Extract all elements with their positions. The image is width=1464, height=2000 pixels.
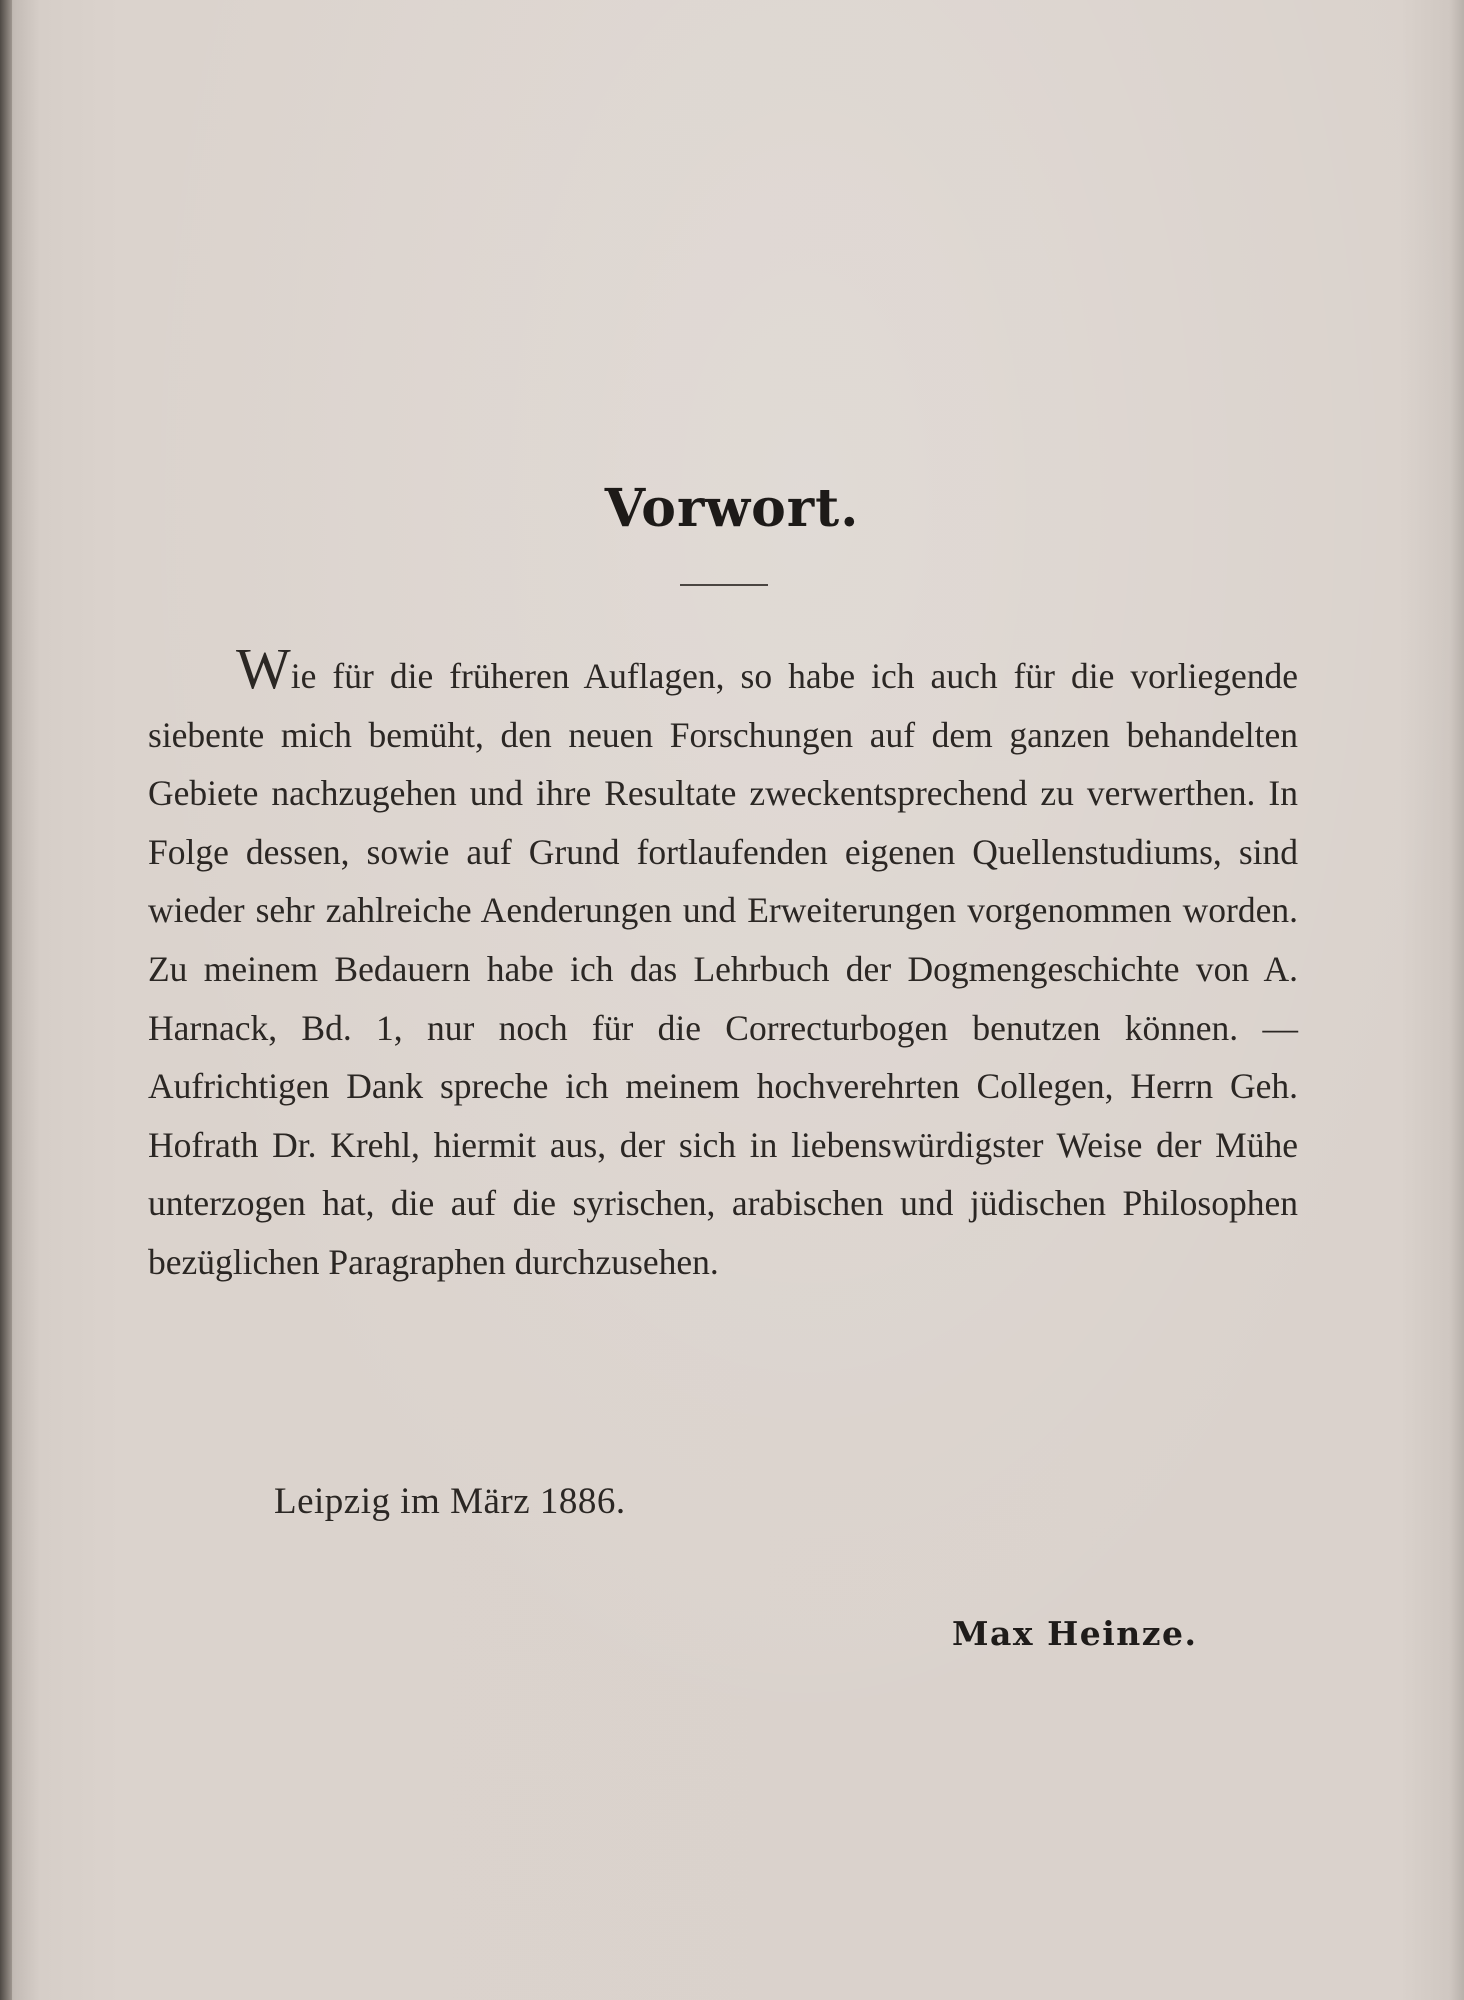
preface-paragraph-text: ie für die früheren Auflagen, so habe ich auch für die vorliegende siebente mich bemüht, den neuen Forschungen auf dem ganzen behandelten Gebiete nachzugehen und ihre Resultate zweckentsprechend zu verwerthen. In Folge dessen, sowie auf Grund fortlaufenden eigenen Quellenstudiums, sind wieder sehr zahlreiche Aenderungen und Erweiterungen vorgenommen worden. Zu meinem Bedauern habe ich das Lehrbuch der Dogmengeschichte von A. Harnack, Bd. 1, nur noch für die Correcturbogen benutzen können. — Aufrichtigen Dank spreche ich meinem hochverehrten Collegen, Herrn Geh. Hofrath Dr. Krehl, hiermit aus, der sich in liebenswürdigster Weise der Mühe unterzogen hat, die auf die syrischen, arabischen und jüdischen Philosophen bezüglichen Paragraphen durchzusehen. bbox=[148, 656, 1298, 1282]
page-edge-shadow bbox=[0, 0, 12, 2000]
author-signature: Max Heinze. bbox=[952, 1614, 1198, 1653]
place-and-date: Leipzig im März 1886. bbox=[274, 1481, 626, 1522]
page-title: Vorwort. bbox=[604, 478, 860, 539]
preface-paragraph bbox=[148, 636, 1298, 1292]
drop-cap: W bbox=[236, 636, 291, 701]
title-divider bbox=[680, 584, 768, 586]
preface-body bbox=[148, 636, 1298, 1292]
